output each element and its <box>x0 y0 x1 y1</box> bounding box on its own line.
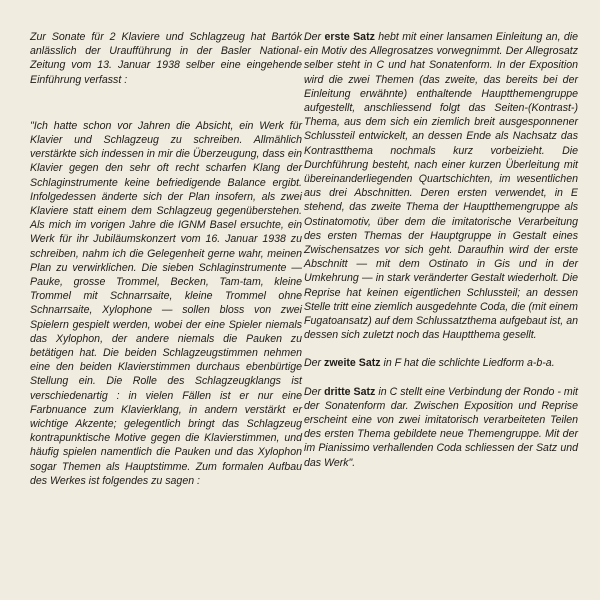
third-movement-pre: Der <box>304 385 325 398</box>
first-movement-paragraph <box>304 30 578 342</box>
intro-paragraph: Zur Sonate für 2 Klaviere und Schlagzeug hat Bartók anlässlich der Uraufführung in der Basler National-Zeitung vom 13. Januar 1938 selber eine eingehende Einführung verfasst : <box>30 31 302 86</box>
second-movement-paragraph <box>304 356 578 370</box>
quote-paragraph: "Ich hatte schon vor Jahren die Absicht, ein Werk für Klavier und Schlagzeug zu schreiben. Allmählich verstärkte sich indessen in mir die Überzeugung, dass ein Klavier gegen den sehr oft recht scharfen Klang der Schlaginstrumente keine befriedigende Balance ergibt. Infolgedessen änderte sich der Plan insofern, als zwei Klaviere statt einem dem Schlagzeug gegenüberstehen. Als mich im vorigen Jahre die IGNM Basel ersuchte, ein Werk für ihr Jubiläumskonzert vom 16. Januar 1938 zu schreiben, nahm ich die Gelegenheit gerne wahr, meinen Plan zu verwirklichen. Die sieben Schlaginstrumente — Pauke, grosse Trommel, Becken, Tam-tam, kleine Trommel mit Schnarrsaite, kleine Trommel ohne Schnarrsaite, Xylophone — sollen bloss von zwei Spielern gespielt werden, wobei der eine Spieler niemals das Xylophon, der andere niemals die Pauken zu betätigen hat. Die beiden Schlagzeugstimmen nehmen eine den beiden Klavierstimmen durchaus ebenbürtige Stellung ein. Die Rolle des Schlagzeugklangs ist verschiedenartig : in vielen Fällen ist er nur eine Farbnuance zum Klavierklang, in andern verstärkt er wichtige Akzente; gelegentlich bringt das Schlagzeug kontrapunktische Motive gegen die Klavierstimmen, und häufig spielen namentlich die Pauken und das Xylophon sogar Themen als Hauptstimme. Zum formalen Aufbau des Werkes ist folgendes zu sagen : <box>30 119 302 487</box>
third-movement-heading: dritte Satz <box>324 385 376 398</box>
left-column <box>30 30 302 488</box>
first-movement-text: hebt mit einer lansamen Einleitung an, die ein Motiv des Allegrosatzes vorwegnimmt. Der Allegrosatz selber steht in C und hat Sonatenform. In der Exposition wird die zwei Themen (das zweite, das bereits bei der Einleitung erwähnte) enthaltende Hauptthemengruppe aufgestellt, anschliessend folgt das Seiten-(Kontrast-) Thema, aus dem sich ein ziemlich breit ausgesponnener Schlussteil entwickelt, an dessen Ende als Nachsatz das Kontrastthema nochmals kurz vorbeizieht. Die Durchführung besteht, nach einer kurzen Überleitung mit übereinanderliegenden Quartschichten, im wesentlichen aus drei Abschnitten. Deren ersten verwendet, in E stehend, das zweite Thema der Hauptthemengruppe als Ostinatomotiv, über dem die imitatorische Verarbeitung des ersten Themas der Hauptgruppe in Gestalt eines Zwischensatzes vor sich geht. Daraufhin wird der erste Abschnitt — mit dem Ostinato in Gis und in der Umkehrung — in stark veränderter Gestalt wiederholt. Die Reprise hat keinen eigentlichen Schlussteil; an dessen Stelle tritt eine ziemlich ausgedehnte Coda, die (mit einem Fugatoansatz) auf dem Schlussatzthema aufgebaut ist, an dessen sich zuletzt noch das Hauptthema gesellt. <box>304 31 579 342</box>
right-column <box>304 30 578 470</box>
second-movement-text: in F hat die schlichte Liedform a-b-a. <box>380 357 555 370</box>
first-movement-pre: Der <box>304 31 325 43</box>
second-movement-heading: zweite Satz <box>324 357 381 370</box>
first-movement-heading: erste Satz <box>324 31 375 43</box>
third-movement-paragraph <box>304 385 578 470</box>
second-movement-pre: Der <box>304 357 325 370</box>
third-movement-text: in C stellt eine Verbindung der Rondo - mit der Sonatenform dar. Zwischen Exposition und Reprise erscheint eine von zwei imitatorisch verarbeiteten Teilen des ersten Thema gebildete neue Themengruppe. Mit der im Pianissimo verhallenden Coda schliessen der Satz und das Werk". <box>304 385 579 469</box>
